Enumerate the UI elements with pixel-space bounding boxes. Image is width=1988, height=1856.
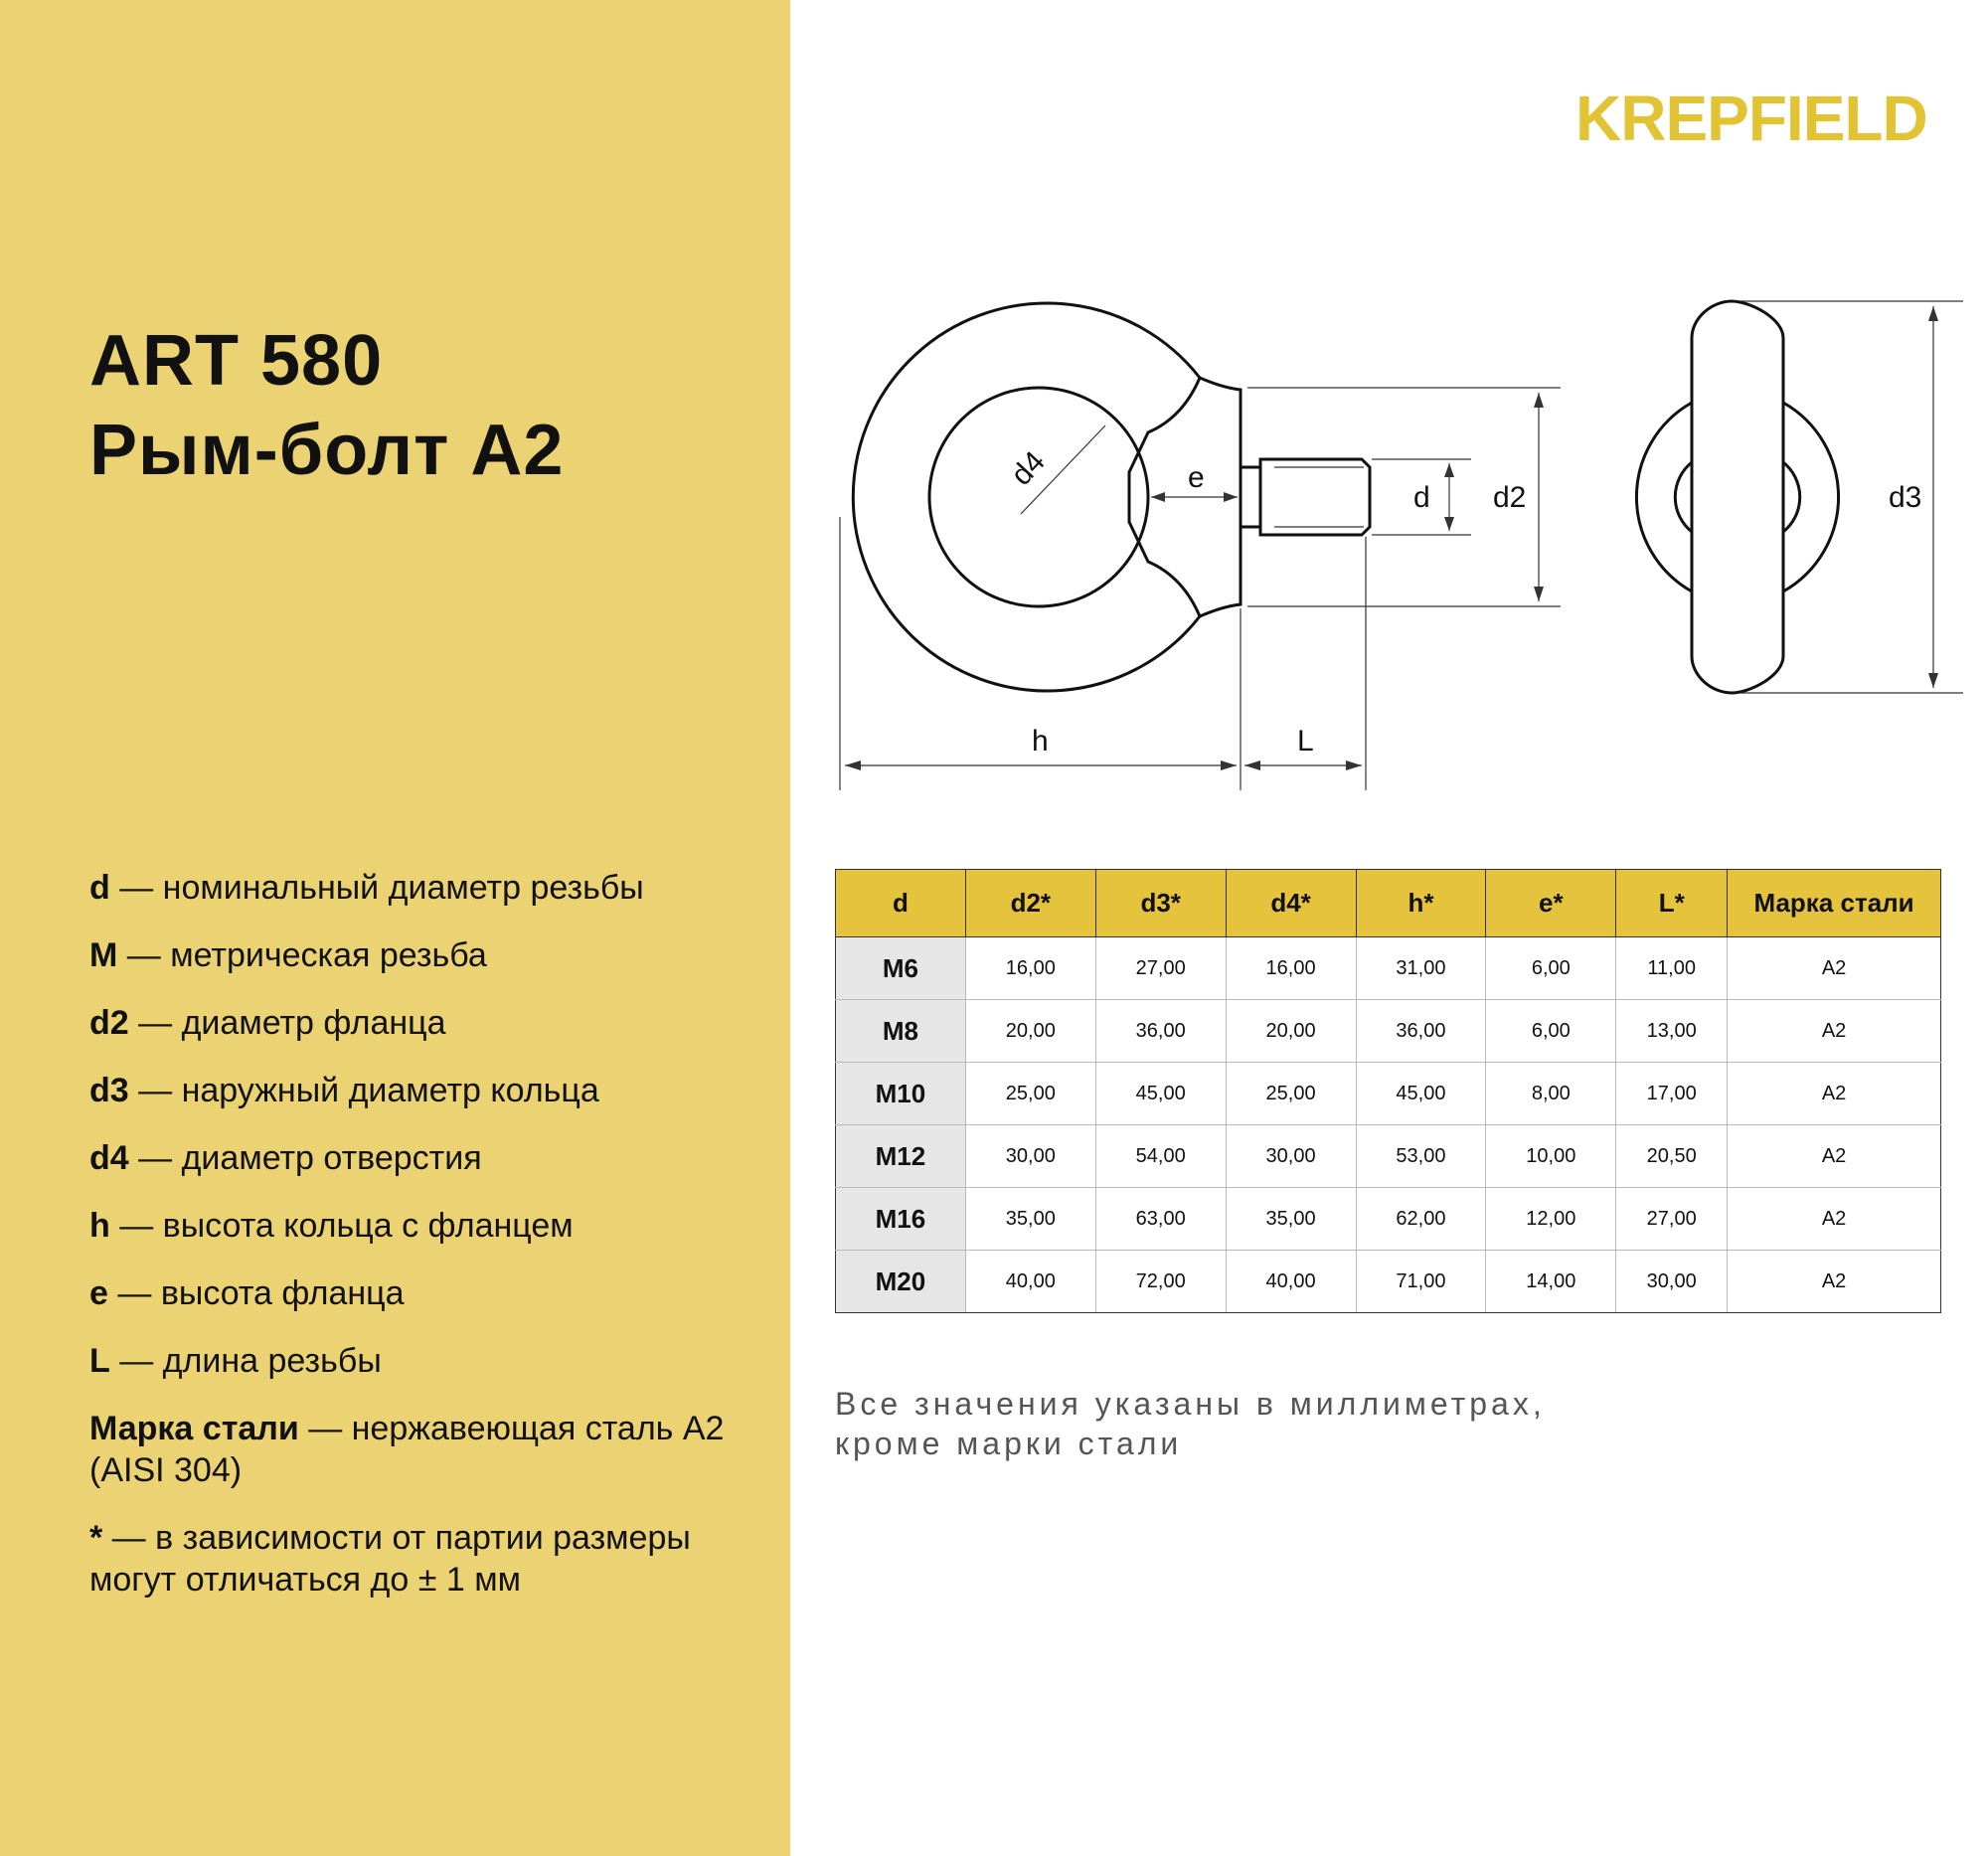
table-cell: 27,00 [1616, 1188, 1728, 1251]
table-cell: 17,00 [1616, 1063, 1728, 1125]
side-view-ring [1692, 301, 1783, 693]
units-note [835, 1384, 1546, 1463]
header-d4: d4* [1226, 870, 1356, 937]
table-cell: 63,00 [1095, 1188, 1226, 1251]
header-e: e* [1486, 870, 1616, 937]
legend [89, 867, 765, 1626]
page-title [89, 316, 564, 495]
legend-item-m: M — метрическая резьба [89, 936, 487, 974]
table-cell: 53,00 [1356, 1125, 1486, 1188]
legend-item-d: d — номинальный диаметр резьбы [89, 869, 644, 907]
header-steel-grade: Марка стали [1728, 870, 1941, 937]
table-row [836, 1188, 1941, 1251]
table-cell: M12 [836, 1125, 966, 1188]
table-cell: 45,00 [1095, 1063, 1226, 1125]
header-h: h* [1356, 870, 1486, 937]
units-note-line-2: кроме марки стали [835, 1426, 1183, 1461]
legend-item-l: L — длина резьбы [89, 1342, 382, 1380]
label-d2: d2 [1493, 481, 1527, 514]
title-line-1: ART 580 [89, 321, 384, 401]
table-cell: 25,00 [965, 1063, 1095, 1125]
table-cell: 30,00 [1616, 1251, 1728, 1313]
label-L: L [1297, 725, 1314, 758]
table-cell: 20,00 [965, 1000, 1095, 1063]
label-e: e [1188, 461, 1205, 494]
side-view-flange-right [1783, 403, 1839, 591]
thread-shank [1260, 459, 1370, 535]
table-cell: 20,50 [1616, 1125, 1728, 1188]
legend-item-d3: d3 — наружный диаметр кольца [89, 1072, 599, 1109]
table-cell: M16 [836, 1188, 966, 1251]
table-header-row [836, 870, 1941, 937]
table-cell: A2 [1728, 1188, 1941, 1251]
table-cell: 40,00 [1226, 1251, 1356, 1313]
table-cell: 36,00 [1356, 1000, 1486, 1063]
table-cell: 27,00 [1095, 937, 1226, 1000]
table-cell: M6 [836, 937, 966, 1000]
table-cell: 13,00 [1616, 1000, 1728, 1063]
table-cell: 54,00 [1095, 1125, 1226, 1188]
title-line-2: Рым-болт А2 [89, 411, 565, 490]
header-d3: d3* [1095, 870, 1226, 937]
table-row [836, 1251, 1941, 1313]
table-cell: 31,00 [1356, 937, 1486, 1000]
header-d2: d2* [965, 870, 1095, 937]
table-cell: 30,00 [1226, 1125, 1356, 1188]
table-cell: M20 [836, 1251, 966, 1313]
table-cell: 20,00 [1226, 1000, 1356, 1063]
units-note-line-1: Все значения указаны в миллиметрах, [835, 1386, 1546, 1422]
table-cell: 16,00 [965, 937, 1095, 1000]
legend-item-h: h — высота кольца с фланцем [89, 1207, 574, 1245]
table-row [836, 1000, 1941, 1063]
table-cell: 25,00 [1226, 1063, 1356, 1125]
legend-item-d4: d4 — диаметр отверстия [89, 1139, 482, 1177]
table-cell: 8,00 [1486, 1063, 1616, 1125]
brand-logo: KREPFIELD [1575, 83, 1927, 154]
header-d: d [836, 870, 966, 937]
table-cell: 40,00 [965, 1251, 1095, 1313]
legend-item-d2: d2 — диаметр фланца [89, 1004, 446, 1042]
legend-item-steel-grade: Марка стали — нержавеющая сталь А2 (AISI 304) [89, 1410, 725, 1489]
table-cell: 71,00 [1356, 1251, 1486, 1313]
table-cell: 12,00 [1486, 1188, 1616, 1251]
table-cell: A2 [1728, 1063, 1941, 1125]
side-view-flange-left [1636, 403, 1692, 591]
table-row [836, 937, 1941, 1000]
table-cell: 14,00 [1486, 1251, 1616, 1313]
table-row [836, 1125, 1941, 1188]
table-cell: 16,00 [1226, 937, 1356, 1000]
table-cell: 35,00 [1226, 1188, 1356, 1251]
table-cell: 11,00 [1616, 937, 1728, 1000]
table-cell: A2 [1728, 1000, 1941, 1063]
legend-item-tolerance: * — в зависимости от партии размеры могут отличаться до ± 1 мм [89, 1519, 691, 1599]
technical-drawing [795, 278, 1978, 805]
table-cell: 30,00 [965, 1125, 1095, 1188]
table-cell: 10,00 [1486, 1125, 1616, 1188]
table-cell: A2 [1728, 937, 1941, 1000]
dimensions-table [835, 869, 1941, 1313]
label-d: d [1413, 481, 1430, 514]
ring-inner-hole [929, 388, 1148, 606]
table-cell: 6,00 [1486, 937, 1616, 1000]
table-cell: 36,00 [1095, 1000, 1226, 1063]
legend-item-e: e — высота фланца [89, 1274, 405, 1312]
table-cell: M10 [836, 1063, 966, 1125]
label-d4: d4 [1004, 444, 1052, 492]
table-cell: 45,00 [1356, 1063, 1486, 1125]
table-cell: 62,00 [1356, 1188, 1486, 1251]
table-cell: A2 [1728, 1125, 1941, 1188]
header-l: L* [1616, 870, 1728, 937]
table-cell: A2 [1728, 1251, 1941, 1313]
table-cell: 72,00 [1095, 1251, 1226, 1313]
table-cell: 6,00 [1486, 1000, 1616, 1063]
table-row [836, 1063, 1941, 1125]
table-cell: 35,00 [965, 1188, 1095, 1251]
label-h: h [1032, 725, 1049, 758]
table-cell: M8 [836, 1000, 966, 1063]
label-d3: d3 [1889, 481, 1922, 514]
